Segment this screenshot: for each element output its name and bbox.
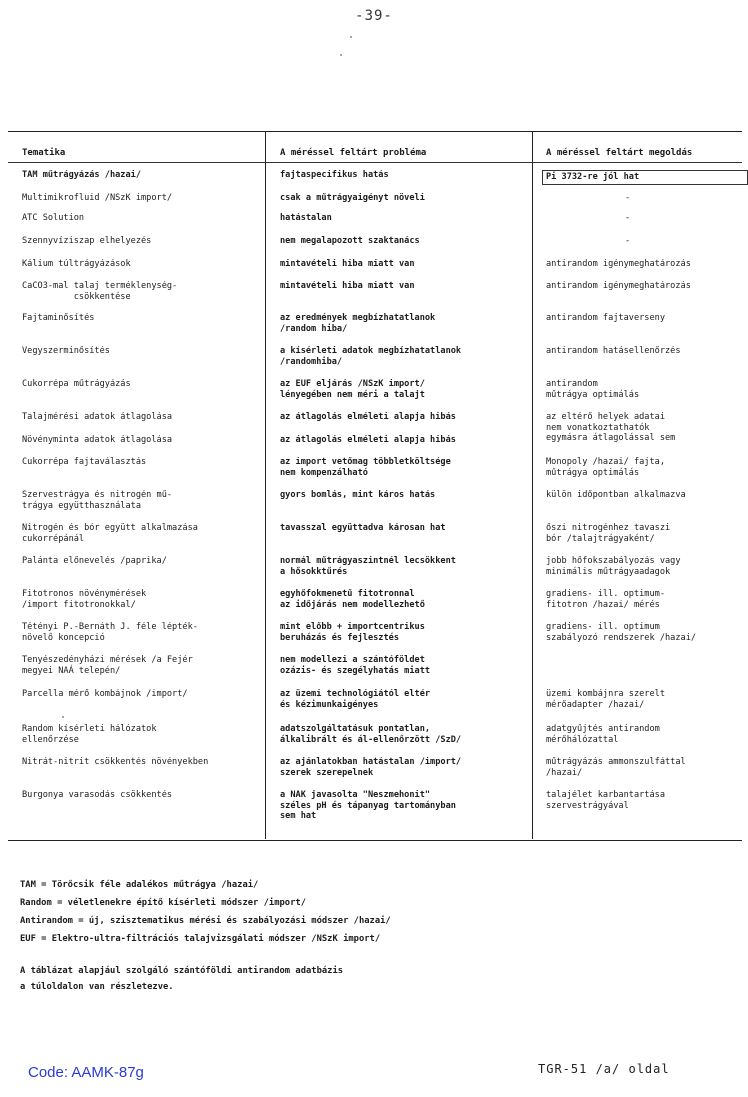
problem-cell: csak a műtrágyaigényt növeli xyxy=(280,193,425,203)
problem-cell: adatszolgáltatásuk pontatlan, álkalibrált és ál-ellenőrzött /SzD/ xyxy=(280,724,462,745)
tematika-cell: Fajtaminősítés xyxy=(22,313,95,323)
header-problem: A méréssel feltárt probléma xyxy=(280,148,427,158)
column-divider xyxy=(265,131,266,839)
problem-cell: az eredmények megbízhatatlanok /random hiba/ xyxy=(280,313,436,334)
note-line: a túloldalon van részletezve. xyxy=(20,982,174,992)
problem-cell: a kísérleti adatok megbízhatatlanok /randomhiba/ xyxy=(280,346,462,367)
scan-speck xyxy=(62,716,64,718)
legend-line: EUF = Elektro-ultra-filtrációs talajvizsgálati módszer /NSzK import/ xyxy=(20,934,381,944)
tematika-cell: Talajmérési adatok átlagolása xyxy=(22,412,173,422)
solution-cell: adatgyűjtés antirandom mérőhálózattal xyxy=(546,724,660,745)
solution-cell: üzemi kombájnra szerelt mérőadapter /hazai/ xyxy=(546,689,665,710)
tematika-cell: Szervestrágya és nitrogén mű- trágya együtthasználata xyxy=(22,490,173,511)
legend-line: Random = véletlenekre építő kísérleti módszer /import/ xyxy=(20,898,306,908)
problem-cell: mint előbb + importcentrikus beruházás és fejlesztés xyxy=(280,622,425,643)
solution-cell: gradiens- ill. optimum- fitotron /hazai/ mérés xyxy=(546,589,665,610)
page-number: -39- xyxy=(355,8,393,24)
solution-cell: antirandom műtrágya optimálás xyxy=(546,379,640,400)
tematika-cell: TAM műtrágyázás /hazai/ xyxy=(22,170,141,180)
footer-code: Code: AAMK-87g xyxy=(28,1064,144,1081)
tematika-cell: Cukorrépa fajtaválasztás xyxy=(22,457,147,467)
problem-cell: nem modellezi a szántóföldet ozázis- és szegélyhatás miatt xyxy=(280,655,431,676)
tematika-cell: Palánta előnevelés /paprika/ xyxy=(22,556,167,566)
tematika-cell: Szennyvíziszap elhelyezés xyxy=(22,236,152,246)
solution-cell: - xyxy=(625,193,631,203)
solution-cell: antirandom fajtaverseny xyxy=(546,313,665,323)
problem-cell: az üzemi technológiától eltér és kézimunkaigényes xyxy=(280,689,431,710)
tematika-cell: Random kísérleti hálózatok ellenőrzése xyxy=(22,724,157,745)
tematika-cell: Nitrogén és bór együtt alkalmazása cukorrépánál xyxy=(22,523,198,544)
tematika-cell: Cukorrépa műtrágyázás xyxy=(22,379,131,389)
problem-cell: egyhőfokmenetű fitotronnal az időjárás nem modellezhető xyxy=(280,589,425,610)
header-solution: A méréssel feltárt megoldás xyxy=(546,148,693,158)
solution-cell: őszi nitrogénhez tavaszi bór /talajtrágyaként/ xyxy=(546,523,671,544)
solution-cell: gradiens- ill. optimum szabályozó rendszerek /hazai/ xyxy=(546,622,697,643)
problem-cell: nem megalapozott szaktanács xyxy=(280,236,420,246)
solution-cell: antirandom igénymeghatározás xyxy=(546,259,691,269)
problem-cell: mintavételi hiba miatt van xyxy=(280,259,415,269)
tematika-cell: Burgonya varasodás csökkentés xyxy=(22,790,173,800)
tematika-cell: Tétényi P.-Bernáth J. féle lépték- növelő koncepció xyxy=(22,622,198,643)
tematika-cell: Parcella mérő kombájnok /import/ xyxy=(22,689,188,699)
solution-cell: Pi 3732-re jól hat xyxy=(542,170,748,185)
problem-cell: mintavételi hiba miatt van xyxy=(280,281,415,291)
problem-cell: a NAK javasolta "Neszmehonit" széles pH és tápanyag tartományban sem hat xyxy=(280,790,456,821)
header-rule xyxy=(8,162,742,163)
legend-line: Antirandom = új, szisztematikus mérési és szabályozási módszer /hazai/ xyxy=(20,916,391,926)
problem-cell: hatástalan xyxy=(280,213,332,223)
solution-cell: az eltérő helyek adatai nem vonatkoztathatók egymásra átlagolással sem xyxy=(546,412,676,443)
solution-cell: - xyxy=(625,213,631,223)
tematika-cell: Nitrát-nitrit csökkentés növényekben xyxy=(22,757,209,767)
problem-cell: normál műtrágyaszintnél lecsökkent a hősokktűrés xyxy=(280,556,456,577)
column-divider xyxy=(532,131,533,839)
scan-speck xyxy=(340,54,342,56)
solution-cell: talajélet karbantartása szervestrágyával xyxy=(546,790,665,811)
tematika-cell: Tenyészedényházi mérések /a Fejér megyei NAÁ telepén/ xyxy=(22,655,193,676)
tematika-cell: Kálium túltrágyázások xyxy=(22,259,131,269)
tematika-cell: Vegyszerminősítés xyxy=(22,346,110,356)
solution-cell: Monopoly /hazai/ fajta, műtrágya optimálás xyxy=(546,457,665,478)
problem-cell: az ajánlatokban hatástalan /import/ szerek szerepelnek xyxy=(280,757,462,778)
tematika-cell: ATC Solution xyxy=(22,213,85,223)
problem-cell: az átlagolás elméleti alapja hibás xyxy=(280,435,456,445)
footer-page: TGR-51 /a/ oldal xyxy=(538,1062,670,1076)
problem-cell: az átlagolás elméleti alapja hibás xyxy=(280,412,456,422)
note-line: A táblázat alapjául szolgáló szántóföldi antirandom adatbázis xyxy=(20,966,344,976)
problem-cell: tavasszal együttadva károsan hat xyxy=(280,523,446,533)
scan-speck xyxy=(350,36,352,38)
tematika-cell: Multimikrofluid /NSzK import/ xyxy=(22,193,173,203)
problem-cell: az EUF eljárás /NSzK import/ lényegében nem méri a talajt xyxy=(280,379,425,400)
tematika-cell: Fitotronos növénymérések /import fitotronokkal/ xyxy=(22,589,147,610)
solution-cell: jobb hőfokszabályozás vagy minimális műtrágyaadagok xyxy=(546,556,681,577)
solution-cell: antirandom igénymeghatározás xyxy=(546,281,691,291)
problem-cell: gyors bomlás, mint káros hatás xyxy=(280,490,436,500)
legend-line: TAM = Törőcsik féle adalékos műtrágya /hazai/ xyxy=(20,880,259,890)
problem-cell: az import vetőmag többletköltsége nem kompenzálható xyxy=(280,457,451,478)
solution-cell: - xyxy=(625,236,631,246)
tematika-cell: Növényminta adatok átlagolása xyxy=(22,435,173,445)
problem-cell: fajtaspecifikus hatás xyxy=(280,170,389,180)
tematika-cell: CaCO3-mal talaj terméklenység- csökkentése xyxy=(22,281,178,302)
solution-cell: antirandom hatásellenőrzés xyxy=(546,346,681,356)
solution-cell: külön időpontban alkalmazva xyxy=(546,490,686,500)
solution-cell: műtrágyázás ammonszulfáttal /hazai/ xyxy=(546,757,686,778)
header-tematika: Tematika xyxy=(22,148,66,158)
